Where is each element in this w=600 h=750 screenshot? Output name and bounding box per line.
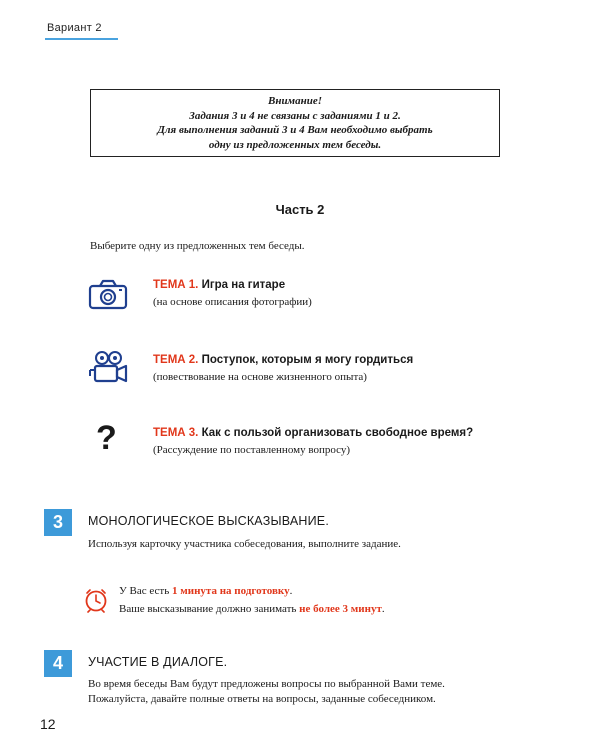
notice-box [90,89,500,157]
task-3-text: Используя карточку участника собеседования, выполните задание. [88,538,401,550]
theme-2-heading [153,354,413,366]
notice-line: Задания 3 и 4 не связаны с заданиями 1 и 2. [189,109,401,122]
theme-3-number: ТЕМА 3. [153,427,199,439]
alarm-clock-icon [83,587,109,613]
prep-time-line [119,584,292,599]
prep-prefix: У Вас есть [119,585,170,597]
task-4-title: УЧАСТИЕ В ДИАЛОГЕ. [88,655,228,669]
part-instruction: Выберите одну из предложенных тем беседы. [90,240,305,252]
theme-2-number: ТЕМА 2. [153,354,199,366]
theme-1-subtitle: (на основе описания фотографии) [153,296,312,308]
limit-time-line [119,602,385,617]
notice-line: Внимание! [268,95,322,107]
task-3-badge: 3 [44,509,72,536]
question-icon: ? [96,419,117,457]
camera-icon [88,278,128,314]
limit-time: не более 3 минут [299,603,382,615]
variant-label: Вариант 2 [47,22,102,34]
task-4-text-line-1: Во время беседы Вам будут предложены вопросы по выбранной Вами теме. [88,678,445,690]
limit-suffix: . [381,603,385,615]
theme-1-title: Игра на гитаре [201,279,286,291]
task-4-text-line-2: Пожалуйста, давайте полные ответы на вопросы, заданные собеседником. [88,693,436,705]
theme-2-subtitle: (повествование на основе жизненного опыта) [153,371,367,383]
theme-3-title: Как с пользой организовать свободное время? [201,427,474,439]
header-underline [45,38,118,40]
part-title: Часть 2 [275,202,325,217]
theme-1-heading [153,279,285,291]
notice-line: одну из предложенных тем беседы. [208,138,382,151]
prep-time: 1 минута на подготовку [172,585,290,597]
video-camera-icon [88,350,128,386]
task-4-badge: 4 [44,650,72,677]
theme-1-number: ТЕМА 1. [153,279,199,291]
theme-3-subtitle: (Рассуждение по поставленному вопросу) [153,444,351,456]
theme-3-heading [153,427,473,439]
page-number: 12 [40,716,56,732]
limit-prefix: Ваше высказывание должно занимать [119,603,297,615]
task-3-title: МОНОЛОГИЧЕСКОЕ ВЫСКАЗЫВАНИЕ. [88,514,330,528]
prep-suffix: . [289,585,293,597]
theme-2-title: Поступок, которым я могу гордиться [201,354,414,366]
notice-line: Для выполнения заданий 3 и 4 Вам необходимо выбрать [157,124,433,136]
